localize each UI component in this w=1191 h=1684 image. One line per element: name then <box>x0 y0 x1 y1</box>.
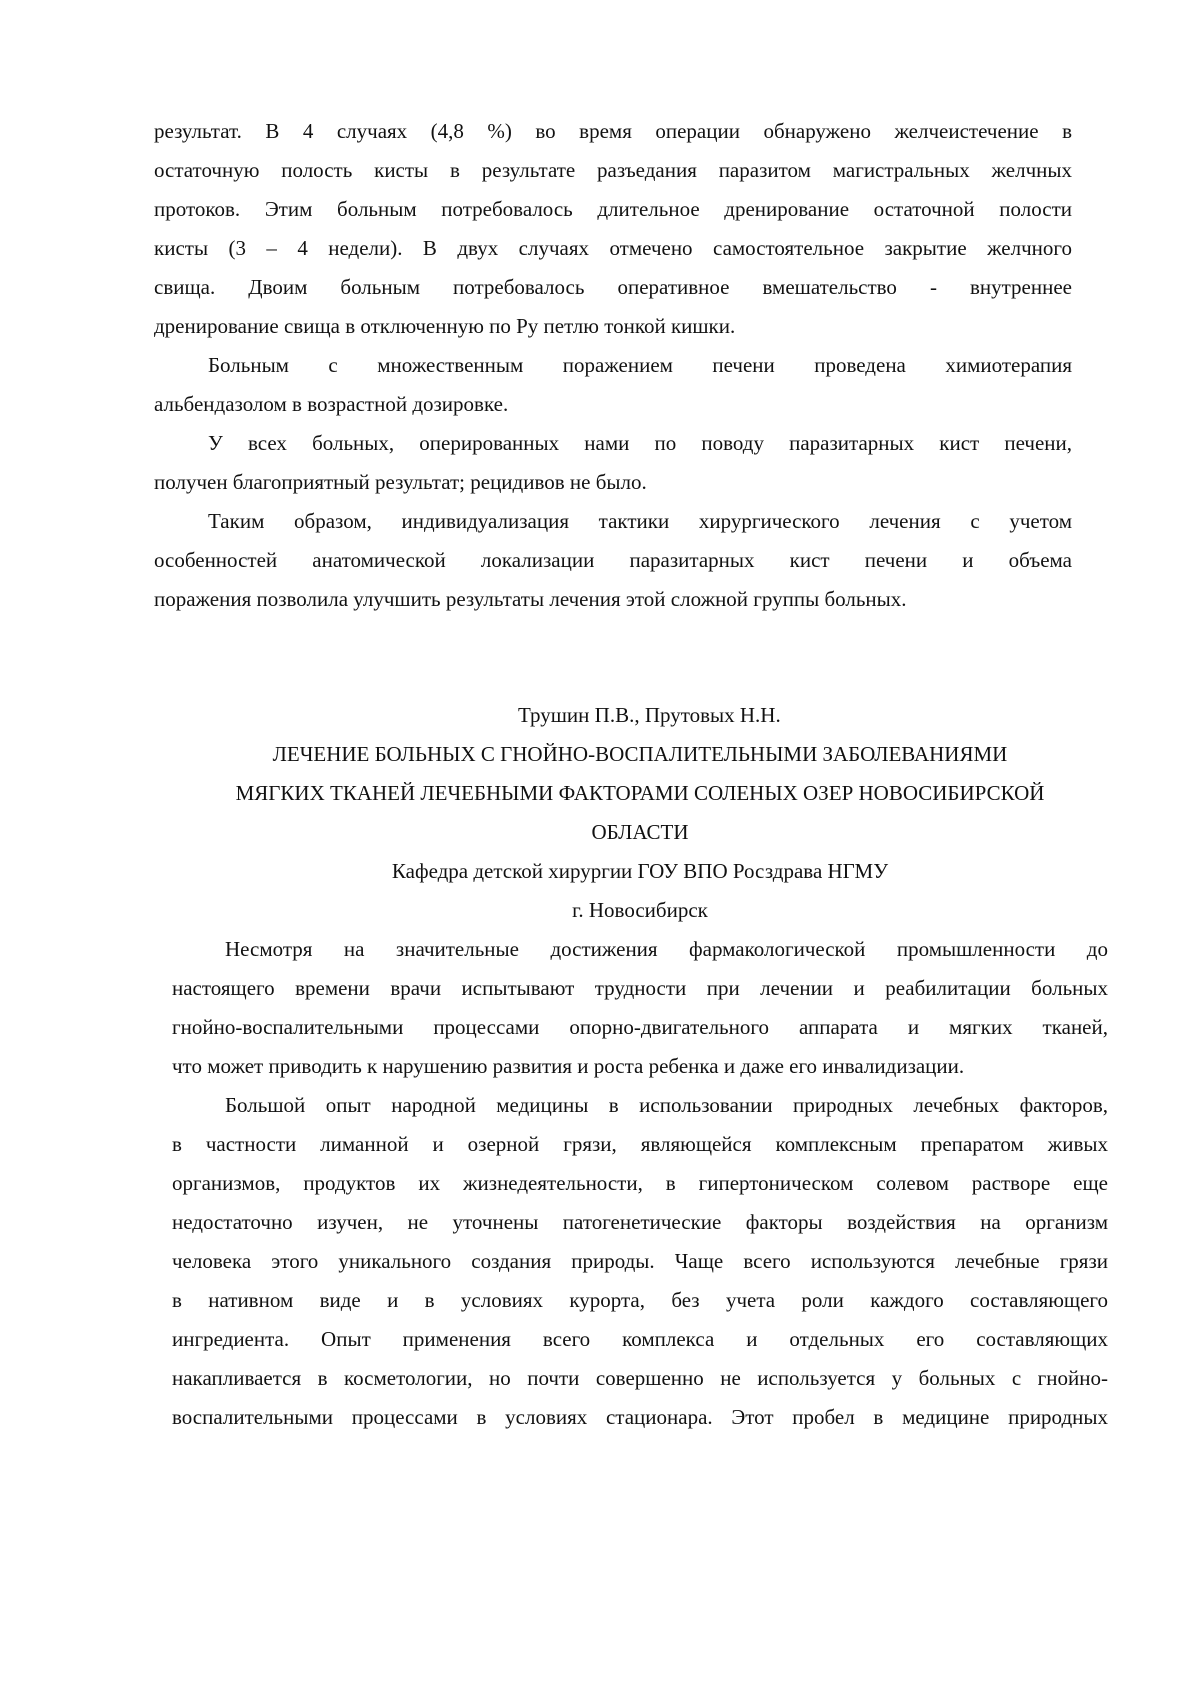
body-text-line: результат. В 4 случаях (4,8 %) во время операции обнаружено желчеистечение в <box>154 119 1072 143</box>
body-text-line: поражения позволила улучшить результаты лечения этой сложной группы больных. <box>154 587 907 611</box>
article-title-line: ОБЛАСТИ <box>591 820 689 844</box>
body-text-line: остаточную полость кисты в результате разъедания паразитом магистральных желчных <box>154 158 1072 182</box>
article-affiliation: Кафедра детской хирургии ГОУ ВПО Росздрава НГМУ <box>391 859 889 883</box>
article-authors: Трушин П.В., Прутовых Н.Н. <box>518 703 781 727</box>
body-text-line: гнойно-воспалительными процессами опорно-двигательного аппарата и мягких тканей, <box>172 1015 1108 1039</box>
body-text-line: протоков. Этим больным потребовалось длительное дренирование остаточной полости <box>154 197 1072 221</box>
body-text-line: Таким образом, индивидуализация тактики хирургического лечения с учетом <box>208 509 1072 533</box>
body-text-line: получен благоприятный результат; рецидивов не было. <box>154 470 647 494</box>
body-text-line: настоящего времени врачи испытывают трудности при лечении и реабилитации больных <box>172 976 1108 1000</box>
article-title-line: ЛЕЧЕНИЕ БОЛЬНЫХ С ГНОЙНО-ВОСПАЛИТЕЛЬНЫМИ ЗАБОЛЕВАНИЯМИ <box>272 742 1008 766</box>
body-text-line: человека этого уникального создания природы. Чаще всего используются лечебные грязи <box>172 1249 1108 1273</box>
body-text-line: воспалительными процессами в условиях стационара. Этот пробел в медицине природных <box>172 1405 1108 1429</box>
body-text-line: накапливается в косметологии, но почти совершенно не используется у больных с гнойно- <box>172 1366 1108 1390</box>
body-text-line: У всех больных, оперированных нами по поводу паразитарных кист печени, <box>208 431 1072 455</box>
body-text-line: альбендазолом в возрастной дозировке. <box>154 392 509 416</box>
body-text-line: дренирование свища в отключенную по Ру петлю тонкой кишки. <box>154 314 736 338</box>
body-text-line: что может приводить к нарушению развития и роста ребенка и даже его инвалидизации. <box>172 1054 965 1078</box>
body-text-line: кисты (3 – 4 недели). В двух случаях отмечено самостоятельное закрытие желчного <box>154 236 1072 260</box>
article-title-line: МЯГКИХ ТКАНЕЙ ЛЕЧЕБНЫМИ ФАКТОРАМИ СОЛЕНЫХ ОЗЕР НОВОСИБИРСКОЙ <box>235 781 1045 805</box>
body-text-line: ингредиента. Опыт применения всего комплекса и отдельных его составляющих <box>172 1327 1108 1351</box>
body-text-line: Несмотря на значительные достижения фармакологической промышленности до <box>225 937 1108 961</box>
article-city: г. Новосибирск <box>572 898 708 922</box>
body-text-line: Большой опыт народной медицины в использовании природных лечебных факторов, <box>225 1093 1108 1117</box>
body-text-line: в нативном виде и в условиях курорта, без учета роли каждого составляющего <box>172 1288 1108 1312</box>
body-text-line: организмов, продуктов их жизнедеятельности, в гипертоническом солевом растворе еще <box>172 1171 1108 1195</box>
body-text-line: особенностей анатомической локализации паразитарных кист печени и объема <box>154 548 1072 572</box>
body-text-line: в частности лиманной и озерной грязи, являющейся комплексным препаратом живых <box>172 1132 1108 1156</box>
body-text-line: Больным с множественным поражением печени проведена химиотерапия <box>208 353 1072 377</box>
body-text-line: недостаточно изучен, не уточнены патогенетические факторы воздействия на организм <box>172 1210 1108 1234</box>
body-text-line: свища. Двоим больным потребовалось оперативное вмешательство - внутреннее <box>154 275 1072 299</box>
